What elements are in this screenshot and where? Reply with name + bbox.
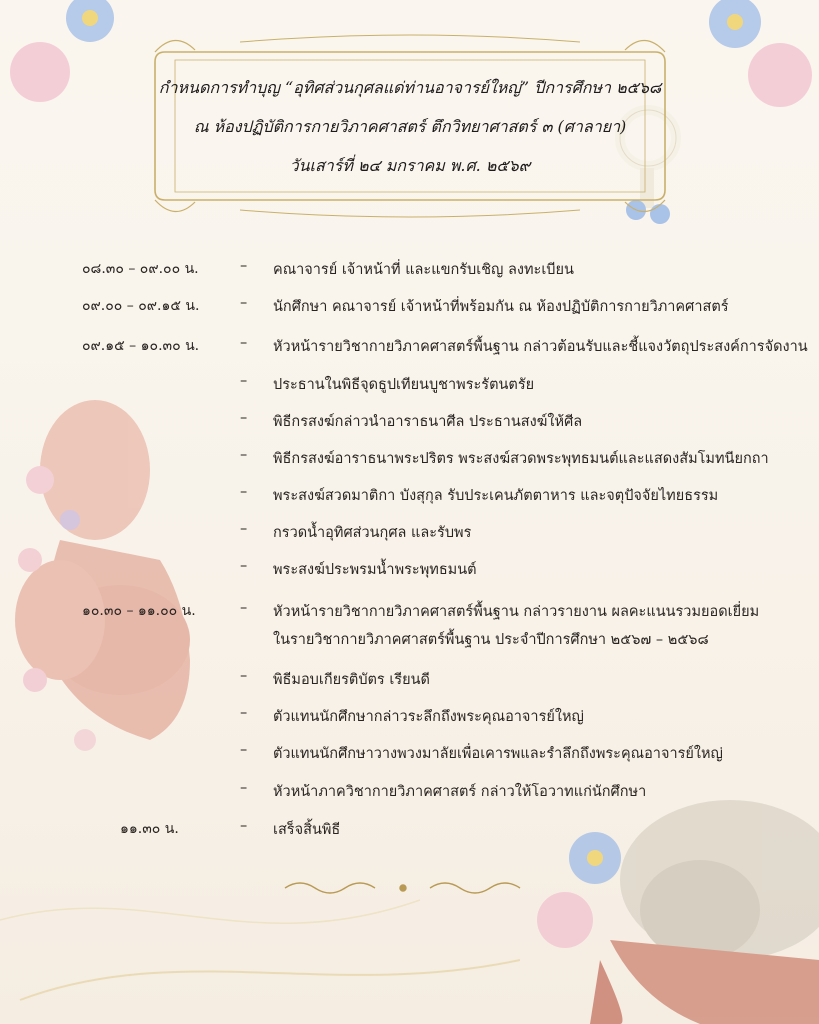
row-activity: คณาจารย์ เจ้าหน้าที่ และแขกรับเชิญ ลงทะเบียน [273, 262, 574, 278]
row-activity: ตัวแทนนักศึกษาวางพวงมาลัยเพื่อเคารพและรำลึกถึงพระคุณอาจารย์ใหญ่ [273, 746, 723, 762]
header-date-line: วันเสาร์ที่ ๒๔ มกราคม พ.ศ. ๒๕๖๙ [289, 156, 531, 175]
row-activity: ตัวแทนนักศึกษากล่าวระลึกถึงพระคุณอาจารย์ใหญ่ [273, 709, 584, 725]
row-dash: – [240, 373, 248, 389]
row-dash: – [240, 295, 248, 311]
row-time: ๐๙.๑๕ – ๑๐.๓๐ น. [82, 338, 200, 354]
row-dash: – [240, 668, 248, 684]
skull-illustration [590, 800, 819, 1024]
header-title-line-1: กำหนดการทำบุญ “อุทิศส่วนกุศลแด่ท่านอาจารย์ใหญ่” ปีการศึกษา ๒๕๖๘ [158, 78, 662, 97]
row-dash: – [240, 484, 248, 500]
row-activity: หัวหน้าภาควิชากายวิภาคศาสตร์ กล่าวให้โอวาทแก่นักศึกษา [273, 784, 647, 800]
row-dash: – [240, 818, 248, 834]
bottom-ornaments [285, 883, 520, 893]
row-activity: ในรายวิชากายวิภาคศาสตร์พื้นฐาน ประจำปีการศึกษา ๒๕๖๗ – ๒๕๖๘ [273, 632, 709, 648]
row-dash: – [240, 600, 248, 616]
row-activity: กรวดน้ำอุทิศส่วนกุศล และรับพร [273, 525, 472, 541]
row-dash: – [240, 780, 248, 796]
row-dash: – [240, 447, 248, 463]
row-activity: หัวหน้ารายวิชากายวิภาคศาสตร์พื้นฐาน กล่าวรายงาน ผลคะแนนรวมยอดเยี่ยม [273, 604, 760, 620]
row-time: ๐๙.๐๐ – ๐๙.๑๕ น. [82, 298, 200, 314]
row-dash: – [240, 558, 248, 574]
row-activity: พิธีมอบเกียรติบัตร เรียนดี [273, 672, 430, 688]
row-activity: พิธีกรสงฆ์กล่าวนำอาราธนาศีล ประธานสงฆ์ให้ศีล [273, 414, 583, 430]
header-venue-line: ณ ห้องปฏิบัติการกายวิภาคศาสตร์ ตึกวิทยาศาสตร์ ๓ (ศาลายา) [193, 117, 627, 136]
row-time: ๑๑.๓๐ น. [120, 821, 179, 837]
row-activity: หัวหน้ารายวิชากายวิภาคศาสตร์พื้นฐาน กล่าวต้อนรับและชี้แจงวัตถุประสงค์การจัดงาน [273, 339, 808, 355]
row-dash: – [240, 410, 248, 426]
row-dash: – [240, 258, 248, 274]
row-activity: เสร็จสิ้นพิธี [273, 822, 341, 838]
row-dash: – [240, 705, 248, 721]
row-activity: ประธานในพิธีจุดธูปเทียนบูชาพระรัตนตรัย [273, 377, 535, 393]
row-time: ๑๐.๓๐ – ๑๑.๐๐ น. [82, 603, 196, 619]
row-dash: – [240, 521, 248, 537]
row-dash: – [240, 335, 248, 351]
row-activity: พิธีกรสงฆ์อาราธนาพระปริตร พระสงฆ์สวดพระพุทธมนต์และแสดงสัมโมทนียกถา [273, 451, 769, 467]
row-activity: พระสงฆ์สวดมาติกา บังสุกุล รับประเคนภัตตาหาร และจตุปัจจัยไทยธรรม [273, 488, 719, 504]
anatomy-torso-illustration [15, 400, 190, 751]
row-activity: พระสงฆ์ประพรมน้ำพระพุทธมนต์ [273, 562, 477, 578]
row-time: ๐๘.๓๐ – ๐๙.๐๐ น. [82, 261, 199, 277]
row-dash: – [240, 742, 248, 758]
row-activity: นักศึกษา คณาจารย์ เจ้าหน้าที่พร้อมกัน ณ ห้องปฏิบัติการกายวิภาคศาสตร์ [273, 299, 729, 315]
